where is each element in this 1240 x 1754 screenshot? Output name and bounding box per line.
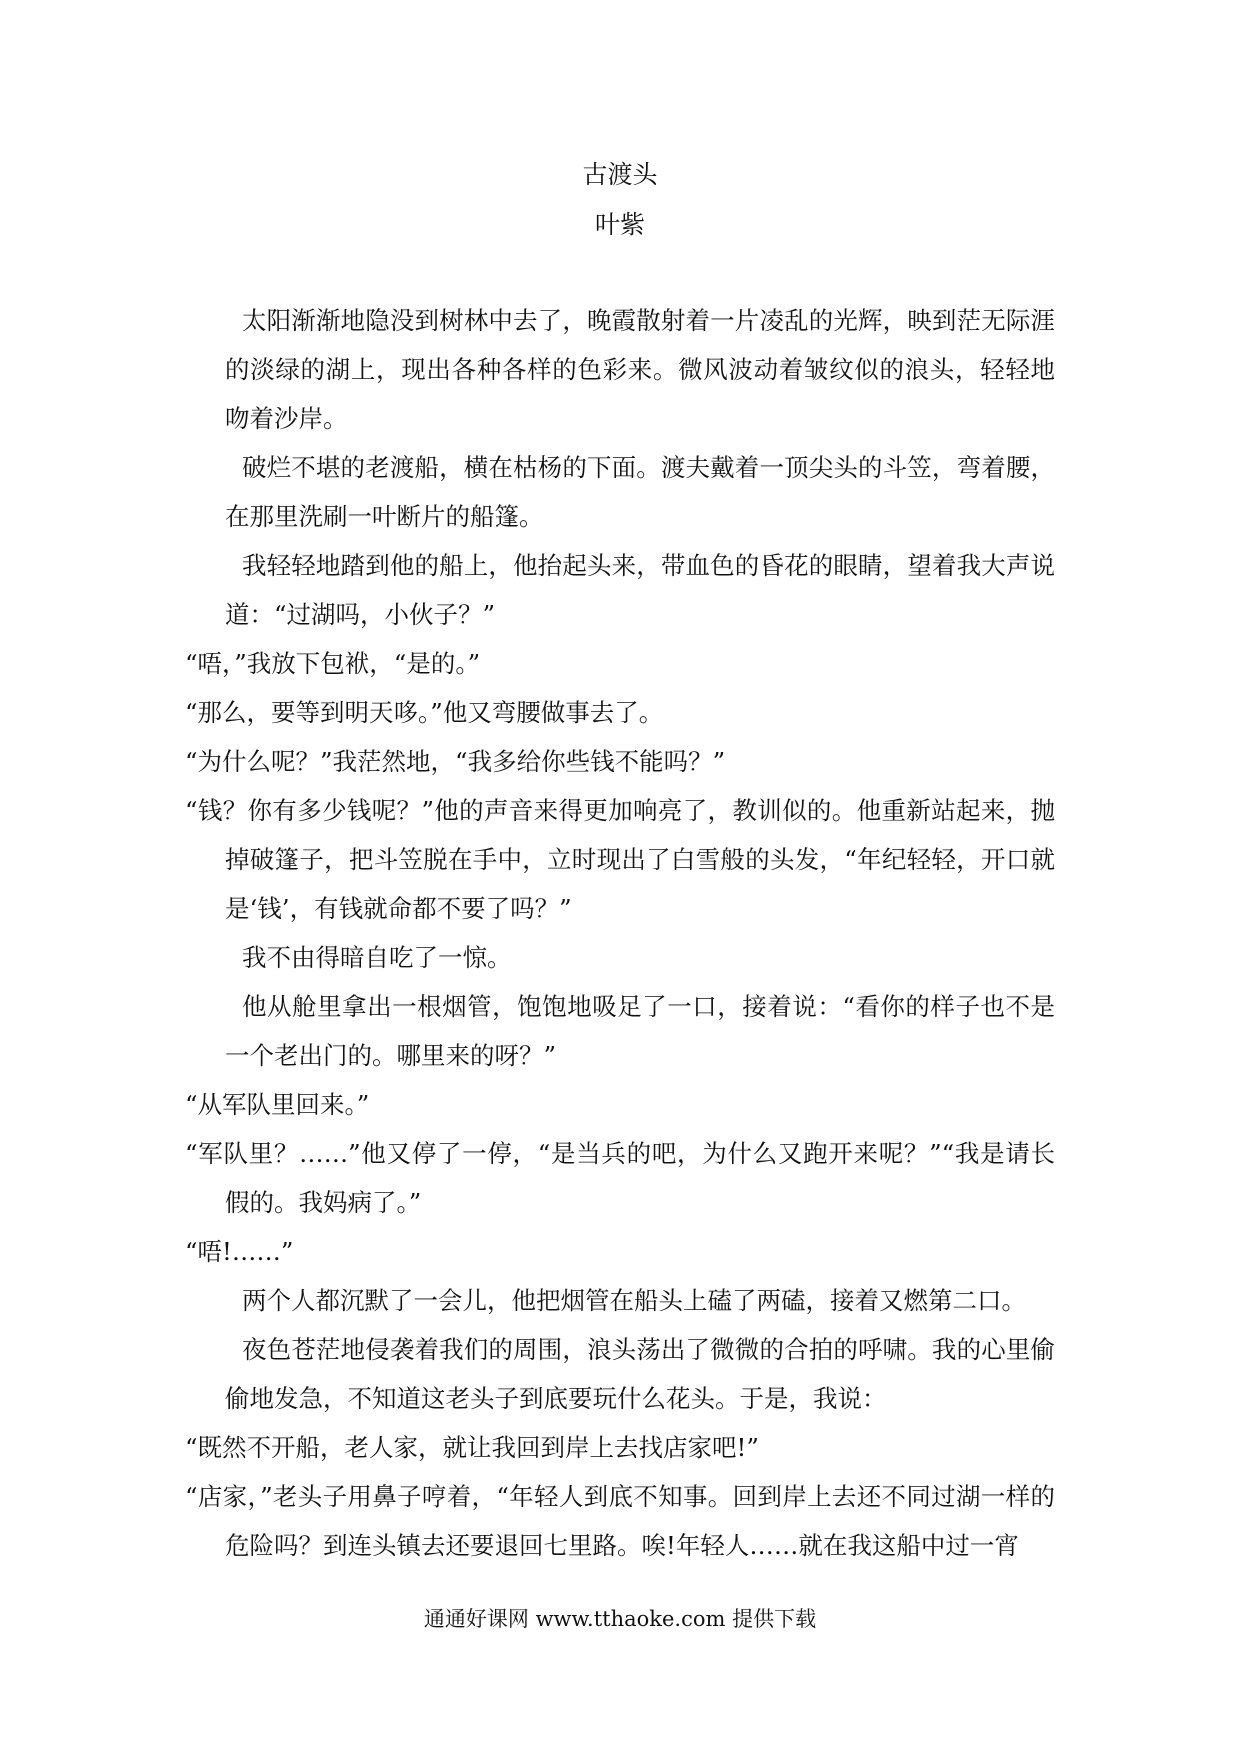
body-paragraph: 太阳渐渐地隐没到树林中去了，晚霞散射着一片凌乱的光辉，映到茫无际涯的淡绿的湖上，现出各种各样的色彩来。微风波动着皱纹似的浪头，轻轻地吻着沙岸。	[225, 306, 1055, 433]
dialogue-paragraph: “军队里？……”他又停了一停，“是当兵的吧，为什么又跑开来呢？”“我是请长假的。我妈病了。”	[185, 1139, 1055, 1217]
body-paragraph: 他从舱里拿出一根烟管，饱饱地吸足了一口，接着说：“看你的样子也不是一个老出门的。哪里来的呀？”	[225, 992, 1055, 1070]
document-body	[185, 296, 1055, 1570]
document-title: 古渡头	[582, 160, 658, 189]
page-footer: 通通好课网 www.tthaoke.com 提供下载	[423, 1607, 817, 1631]
dialogue-paragraph: “从军队里回来。”	[185, 1090, 370, 1119]
dialogue-paragraph: “店家，”老头子用鼻子哼着，“年轻人到底不知事。回到岸上去还不同过湖一样的危险吗？到连头镇去还要退回七里路。唉!年轻人……就在我这船中过一宵	[185, 1482, 1055, 1560]
dialogue-paragraph: “钱？你有多少钱呢？”他的声音来得更加响亮了，教训似的。他重新站起来，抛掉破篷子，把斗笠脱在手中，立时现出了白雪般的头发，“年纪轻轻，开口就是‘钱’，有钱就命都不要了吗？”	[185, 796, 1055, 923]
body-paragraph: 夜色苍茫地侵袭着我们的周围，浪头荡出了微微的合拍的呼啸。我的心里偷偷地发急，不知道这老头子到底要玩什么花头。于是，我说：	[225, 1335, 1055, 1413]
body-paragraph: 我轻轻地踏到他的船上，他抬起头来，带血色的昏花的眼睛，望着我大声说道：“过湖吗，小伙子？”	[225, 551, 1055, 629]
body-paragraph: 两个人都沉默了一会儿，他把烟管在船头上磕了两磕，接着又燃第二口。	[242, 1286, 1026, 1315]
dialogue-paragraph: “为什么呢？”我茫然地，“我多给你些钱不能吗？”	[185, 747, 726, 776]
body-paragraph: 我不由得暗自吃了一惊。	[242, 943, 512, 972]
body-paragraph: 破烂不堪的老渡船，横在枯杨的下面。渡夫戴着一顶尖头的斗笠，弯着腰，在那里洗刷一叶断片的船篷。	[225, 453, 1055, 531]
dialogue-paragraph: “既然不开船，老人家，就让我回到岸上去找店家吧!”	[185, 1433, 759, 1462]
dialogue-paragraph: “唔!……”	[185, 1237, 294, 1266]
dialogue-paragraph: “那么，要等到明天哆。”他又弯腰做事去了。	[185, 698, 664, 727]
dialogue-paragraph: “唔，”我放下包袱，“是的。”	[185, 649, 481, 678]
document-author: 叶紫	[594, 210, 645, 239]
